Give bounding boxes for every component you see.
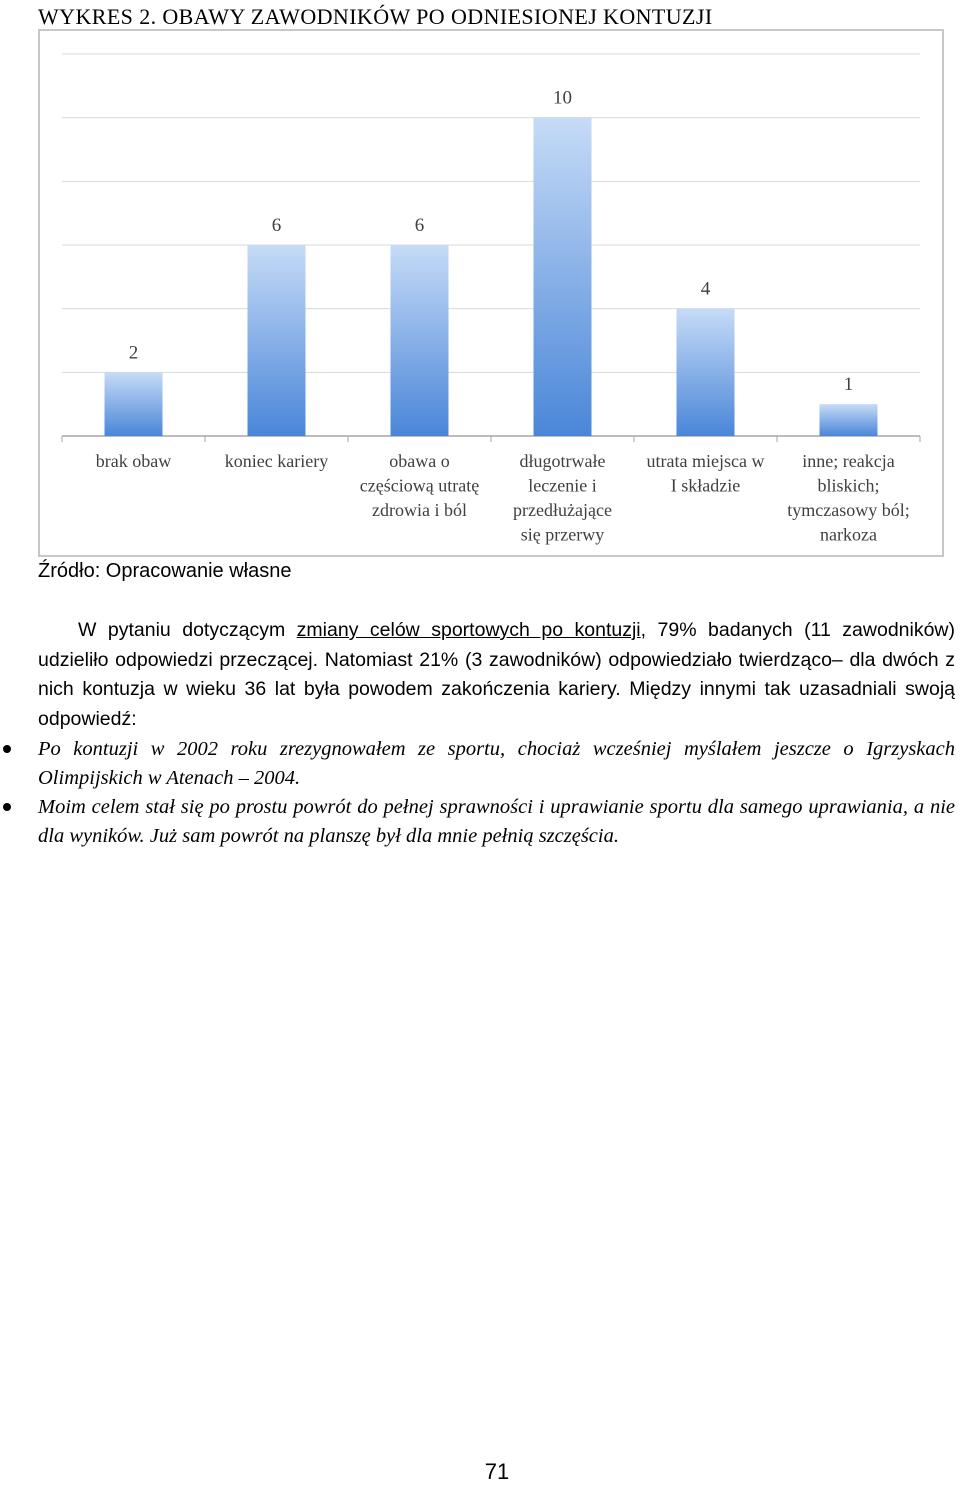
bar — [820, 404, 878, 436]
category-label-line: leczenie i — [528, 475, 597, 496]
bullet-icon — [3, 803, 11, 811]
category-label — [360, 451, 479, 520]
bullet-icon — [3, 745, 11, 753]
category-label — [647, 451, 765, 496]
quote-item: Po kontuzji w 2002 roku zrezygnowałem ze sportu, chociaż wcześniej myślałem jeszcze o Igrzyskach Olimpijskich w Atenach – 2004. — [38, 738, 955, 789]
data-label: 4 — [700, 278, 711, 300]
paragraph-underlined-phrase: zmiany celów sportowych po kontuzji — [296, 619, 641, 641]
category-label — [513, 451, 612, 545]
category-label-line: utrata miejsca w — [646, 451, 765, 471]
data-label: 6 — [414, 215, 425, 236]
data-label: 10 — [553, 87, 572, 109]
category-label-line: bliskich; — [817, 475, 880, 496]
bar — [534, 118, 592, 436]
data-label: 1 — [843, 374, 854, 396]
category-label-line: długotrwałe — [519, 451, 606, 471]
quote-item: Moim celem stał się po prostu powrót do pełnej sprawności i uprawianie sportu dla samego uprawiania, a nie dla wyników. Już sam powrót na planszę był dla mnie pełnią szczęścia. — [38, 796, 955, 847]
bar — [677, 309, 735, 436]
data-label: 2 — [128, 342, 139, 364]
page-number: 71 — [484, 1459, 510, 1484]
source-note: Źródło: Opracowanie własne — [38, 560, 292, 582]
category-label-line: częściową utratę — [359, 475, 480, 496]
category-label-line: się przerwy — [520, 524, 605, 545]
bar — [248, 245, 306, 436]
figure-heading: WYKRES 2. OBAWY ZAWODNIKÓW PO ODNIESIONEJ KONTUZJI — [38, 4, 713, 29]
bar — [105, 372, 163, 436]
category-label — [225, 451, 328, 471]
category-label-line: tymczasowy ból; — [787, 500, 910, 520]
bar-chart — [38, 29, 944, 557]
category-label-line: koniec kariery — [224, 451, 329, 471]
category-label-line: obawa o — [389, 451, 450, 471]
category-label-line: zdrowia i ból — [372, 500, 467, 520]
category-label — [96, 451, 171, 471]
paragraph-text-end: , 79% badanych (11 zawodników) udzieliło odpowiedzi przeczącej. Natomiast 21% (3 zawodników) odpowiedziało twierdząco– dla dwóch z nich kontuzja w wieku 36 lat była powodem zakończenia kariery. Między innymi tak uzasadniali swoją odpowiedź: — [38, 619, 956, 730]
category-label-line: narkoza — [820, 524, 877, 545]
category-label-line: przedłużające — [513, 500, 612, 520]
category-label-line: brak obaw — [95, 451, 172, 471]
category-label-line: I składzie — [670, 475, 741, 496]
paragraph-text-start: W pytaniu dotyczącym — [78, 619, 297, 641]
chart-svg — [40, 31, 942, 555]
bar — [391, 245, 449, 436]
data-label: 6 — [271, 215, 282, 236]
category-label-line: inne; reakcja — [802, 451, 895, 471]
body-paragraph — [38, 616, 955, 734]
category-label — [787, 451, 909, 545]
